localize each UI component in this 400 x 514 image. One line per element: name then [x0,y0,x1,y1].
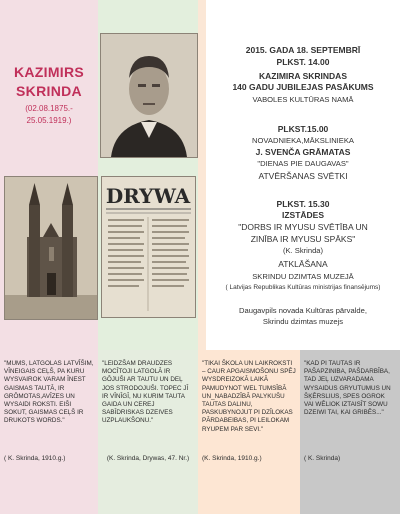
quote-source: (K. Skrinda, 1910.g.) [202,455,262,462]
event1-line1: KAZIMIRA SKRINDAS [259,71,347,81]
event2-line4: ATVĒRŠANAS SVĒTKI [258,171,348,181]
person-name-last: SKRINDA [16,83,82,99]
event3-line1: IZSTĀDES [281,210,325,220]
event2-line2: J. SVENČA GRĀMATAS [255,147,351,157]
event1-time: PLKST. 14.00 [276,57,330,67]
event2-time: PLKST.15.00 [277,124,329,134]
quote-text: "LEIDZŠAM DRAUDZES MOCĪTOJI LATGOLĀ IR GŌJUŠI AR TAUTU UN DEĻ JOS STRODOJUŠI. TOPEC JĪ IR VĪNĪGĪ, NU KURIM TAUTA GAIDA UN CEREJ SABĪDRISKAS DZEIVES UZPLAUKŠONU." [102,360,189,425]
event3-line2: "DORBS IR MYUSU SVĒTĪBA UN [238,222,368,232]
event1-line2: 140 GADU JUBILEJAS PASĀKUMS [232,82,374,92]
death-date: 25.05.1919.) [26,116,72,125]
event1-venue: VABOLES KULTŪRAS NAMĀ [252,95,354,104]
accent-strip [198,0,206,350]
event3-line3: ZINĪBA IR MYUSU SPĀKS" [250,234,356,244]
organizer-line1: Daugavpils novada Kultūras pārvalde, [239,306,367,315]
event2-line3: "DIENAS PIE DAUGAVAS" [257,159,349,168]
quote-box [0,350,98,514]
newspaper-title: DRYWA [105,184,191,208]
event3-line6: SKRINDU DZIMTAS MUZEJĀ [252,272,354,281]
quote-text: "KAD PI TAUTAS IR PAŠAPZINIBA, PAŠDARBĪBA, TAD JEĻ UZVARADAMA WYSAIDUS GRYUTUMUS UN ŠĶĒRSLIUS, SPES OGROK VAI WĒLIOK IZTAISĪT SOWU DZEIWI TAI, KAI GRIBĒS..." [304,360,391,417]
birth-date: (02.08.1875.- [25,104,73,113]
quote-source: ( K. Skrinda, 1910.g.) [4,455,66,462]
event2-line1: NOVADNIEKA,MĀKSLINIEKA [252,136,354,145]
life-dates [0,103,98,127]
quote-text: "TIKAI ŠKOLA UN LAIKROKSTI – CAUR APGAISMOŠONU SPĒJ WYSDREIZOKĀ LAIKĀ PAMUDYNOT WEL TUMSĪBĀ UN_NABADZĪBĀ PALYKUŠU TAUTAS DALINU, PASKUBYNOJUT PI DZĪLOKAS PĀRDABEIBAS, PI LEILOKAM RYUPEM PAR SEVI." [202,360,296,433]
event3-time: PLKST. 15.30 [276,199,330,209]
portrait-photo [100,33,198,158]
event1-date: 2015. GADA 18. SEPTEMBRĪ [245,45,361,55]
quote-box [98,350,198,514]
event3-note: ( Latvijas Republikas Kultūras ministrijas finansējums) [225,284,381,291]
quote-box [198,350,300,514]
church-photo [4,176,98,320]
quote-text: "MUMS, LATGOLAS LATVĪŠIM, VĪNEIGAIS CEĻŠ, PA KURU WYSVAIROK VARAM ĪNEST GAISMAS TAUTĀ, IR GRŌMOTAS,AVĪZES UN WYSAIDI ROKSTI. EIŠI SOKUT, GAISMAS CEĻŠ IR DRUKOTS WORDS." [4,360,94,425]
event3-line4: (K. Skrinda) [282,246,324,255]
quote-source: (K. Skrinda, Drywas, 47. Nr.) [106,455,190,462]
person-name-first: KAZIMIRS [13,64,85,80]
event3-line5: ATKLĀŠANA [278,259,328,269]
quote-box [300,350,400,514]
organizer-line2: Skrindu dzimtas muzejs [262,317,344,326]
quote-source: ( K. Skrinda) [304,455,341,462]
newspaper-photo [101,176,196,318]
